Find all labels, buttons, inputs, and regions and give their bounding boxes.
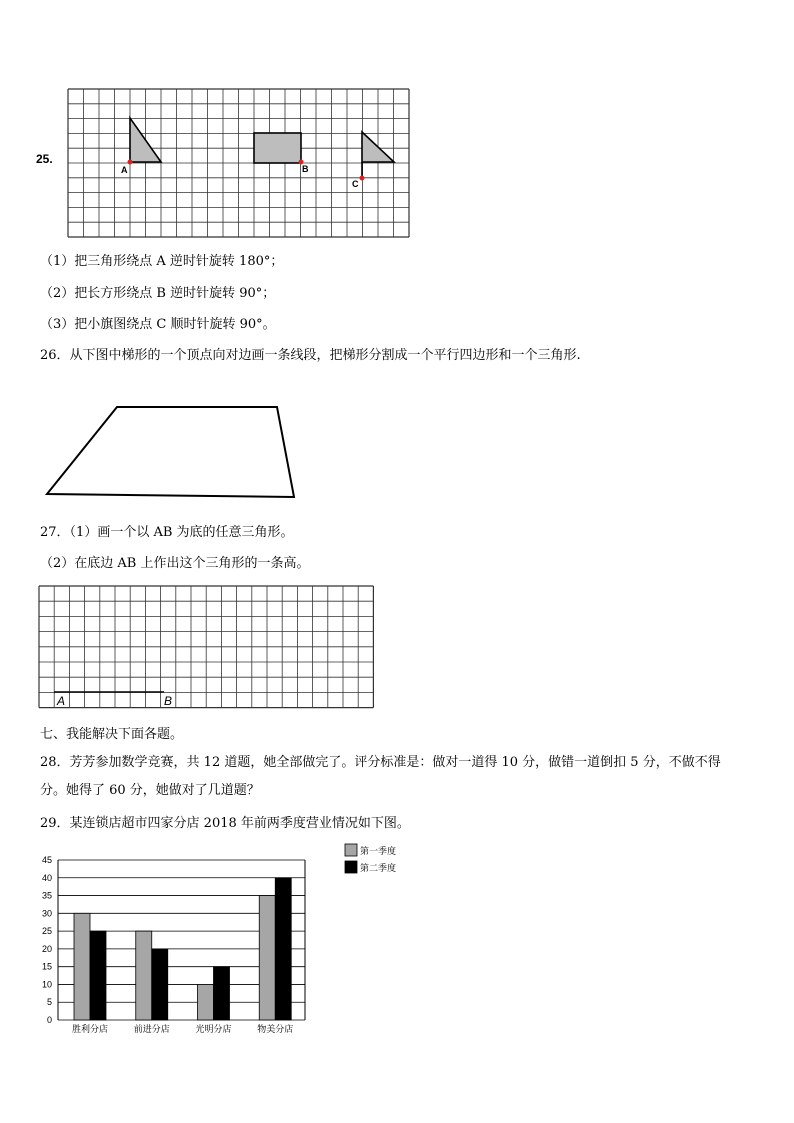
q27-line-1: 27．（1）画一个以 AB 为底的任意三角形。 bbox=[40, 525, 294, 540]
q25-grid-figure bbox=[66, 88, 412, 240]
point-c-label: C bbox=[352, 179, 359, 189]
point-a-label: A bbox=[121, 165, 128, 175]
q25-number: 25. bbox=[36, 152, 53, 166]
q27-grid-lines bbox=[39, 586, 373, 708]
chart-y-tick-label: 0 bbox=[46, 1015, 52, 1025]
point-c-dot bbox=[360, 176, 365, 181]
chart-x-tick-label: 物美分店 bbox=[257, 1024, 294, 1034]
section-7-title: 七、我能解决下面各题。 bbox=[40, 727, 184, 742]
chart-y-tick-labels bbox=[42, 855, 52, 1025]
trapezoid-shape bbox=[47, 407, 294, 497]
chart-y-tick-label: 25 bbox=[41, 926, 52, 937]
chart-bar bbox=[275, 878, 291, 1020]
chart-legend-label: 第二季度 bbox=[360, 863, 397, 873]
chart-bar bbox=[90, 931, 106, 1020]
chart-bar bbox=[74, 913, 90, 1020]
chart-legend-swatch bbox=[345, 844, 357, 856]
q27-label-a: A bbox=[57, 694, 66, 708]
q29-text: 29．某连锁店超市四家分店 2018 年前两季度营业情况如下图。 bbox=[40, 816, 410, 831]
q25-item-2: （2）把长方形绕点 B 逆时针旋转 90°； bbox=[40, 286, 276, 301]
point-b-label: B bbox=[302, 164, 309, 174]
rectangle-shape bbox=[254, 133, 301, 163]
trapezoid-figure bbox=[40, 400, 302, 504]
chart-y-tick-label: 20 bbox=[41, 943, 52, 954]
chart-legend-label: 第一季度 bbox=[360, 846, 397, 856]
chart-y-tick-label: 5 bbox=[46, 997, 52, 1008]
bar-chart bbox=[30, 838, 410, 1038]
chart-bar bbox=[198, 984, 214, 1020]
chart-y-tick-label: 15 bbox=[41, 961, 52, 972]
chart-x-tick-labels bbox=[72, 1023, 293, 1034]
q26-text: 26．从下图中梯形的一个顶点向对边画一条线段，把梯形分割成一个平行四边形和一个三角形. bbox=[40, 348, 581, 363]
q27-label-b: B bbox=[164, 694, 173, 708]
chart-y-tick-label: 40 bbox=[41, 872, 52, 883]
chart-legend bbox=[345, 844, 396, 873]
chart-x-tick-label: 光明分店 bbox=[195, 1024, 232, 1034]
q27-line-2: （2）在底边 AB 上作出这个三角形的一条高。 bbox=[40, 556, 310, 571]
q27-grid-figure bbox=[38, 585, 376, 711]
chart-y-tick-label: 35 bbox=[41, 890, 52, 901]
chart-bar bbox=[214, 967, 230, 1020]
chart-y-tick-label: 10 bbox=[41, 979, 52, 990]
chart-bar bbox=[259, 896, 275, 1020]
q25-item-1: （1）把三角形绕点 A 逆时针旋转 180°； bbox=[40, 254, 284, 269]
q28-line-1: 28．芳芳参加数学竞赛，共 12 道题，她全部做完了。评分标准是：做对一道得 10 分，做错一道倒扣 5 分，不做不得 bbox=[40, 755, 721, 770]
chart-legend-swatch bbox=[345, 861, 357, 873]
q25-grid-lines bbox=[68, 89, 409, 237]
chart-x-tick-label: 胜利分店 bbox=[71, 1024, 109, 1034]
chart-bar bbox=[152, 949, 168, 1020]
q25-item-3: （3）把小旗图绕点 C 顺时针旋转 90°。 bbox=[40, 317, 276, 332]
q28-line-2: 分。她得了 60 分，她做对了几道题？ bbox=[40, 783, 260, 798]
chart-y-tick-label: 45 bbox=[41, 855, 52, 865]
chart-y-tick-label: 30 bbox=[41, 908, 52, 919]
chart-bar bbox=[136, 931, 152, 1020]
chart-x-tick-label: 前进分店 bbox=[133, 1024, 170, 1034]
point-a-dot bbox=[128, 160, 133, 165]
